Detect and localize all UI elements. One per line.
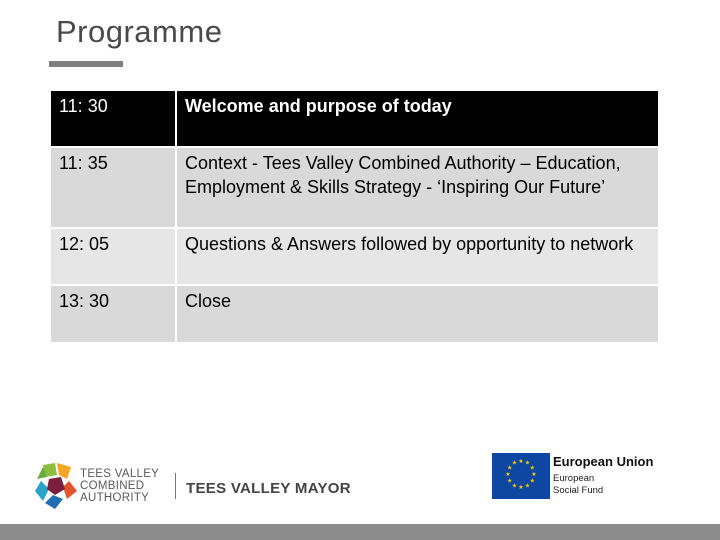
title-underline <box>49 61 123 67</box>
agenda-topic: Questions & Answers followed by opportunity to network <box>176 228 659 285</box>
tees-valley-logo-icon <box>35 463 77 509</box>
slide-title: Programme <box>56 14 223 49</box>
tees-valley-mayor-label: TEES VALLEY MAYOR <box>186 480 351 497</box>
agenda-time: 12: 05 <box>50 228 176 285</box>
eu-flag-icon <box>492 453 550 499</box>
agenda-row <box>50 285 659 343</box>
agenda-time: 11: 30 <box>50 90 176 147</box>
svg-text:★: ★ <box>507 477 513 485</box>
agenda-time: 11: 35 <box>50 147 176 228</box>
eu-sub-line: Social Fund <box>553 485 604 496</box>
agenda-row <box>50 147 659 228</box>
agenda-time: 13: 30 <box>50 285 176 343</box>
agenda-topic: Close <box>176 285 659 343</box>
svg-text:★: ★ <box>524 482 531 490</box>
eu-subtitle <box>553 473 603 497</box>
tv-logo-line: COMBINED <box>80 480 145 492</box>
footer-divider <box>175 473 176 499</box>
svg-text:★: ★ <box>531 471 537 478</box>
agenda-topic: Context - Tees Valley Combined Authority – Education, Employment & Skills Strategy - ‘Inspiring Our Future’ <box>176 147 659 228</box>
svg-text:★: ★ <box>524 459 531 467</box>
bottom-bar <box>0 524 720 540</box>
agenda-row <box>50 90 659 147</box>
svg-text:★: ★ <box>507 464 513 472</box>
svg-text:★: ★ <box>511 482 518 490</box>
agenda-topic: Welcome and purpose of today <box>176 90 659 147</box>
svg-text:★: ★ <box>518 458 524 465</box>
tv-logo-line: TEES VALLEY <box>80 468 160 480</box>
tv-logo-line: AUTHORITY <box>80 492 150 504</box>
svg-text:★: ★ <box>518 484 524 491</box>
eu-title: European Union <box>553 454 654 469</box>
tees-valley-wordmark <box>80 468 159 504</box>
svg-text:★: ★ <box>511 459 518 467</box>
svg-text:★: ★ <box>529 477 535 485</box>
svg-text:★: ★ <box>529 464 535 472</box>
eu-sub-line: European <box>553 473 595 484</box>
svg-text:★: ★ <box>505 471 511 478</box>
agenda-row <box>50 228 659 285</box>
agenda-table <box>49 89 660 344</box>
